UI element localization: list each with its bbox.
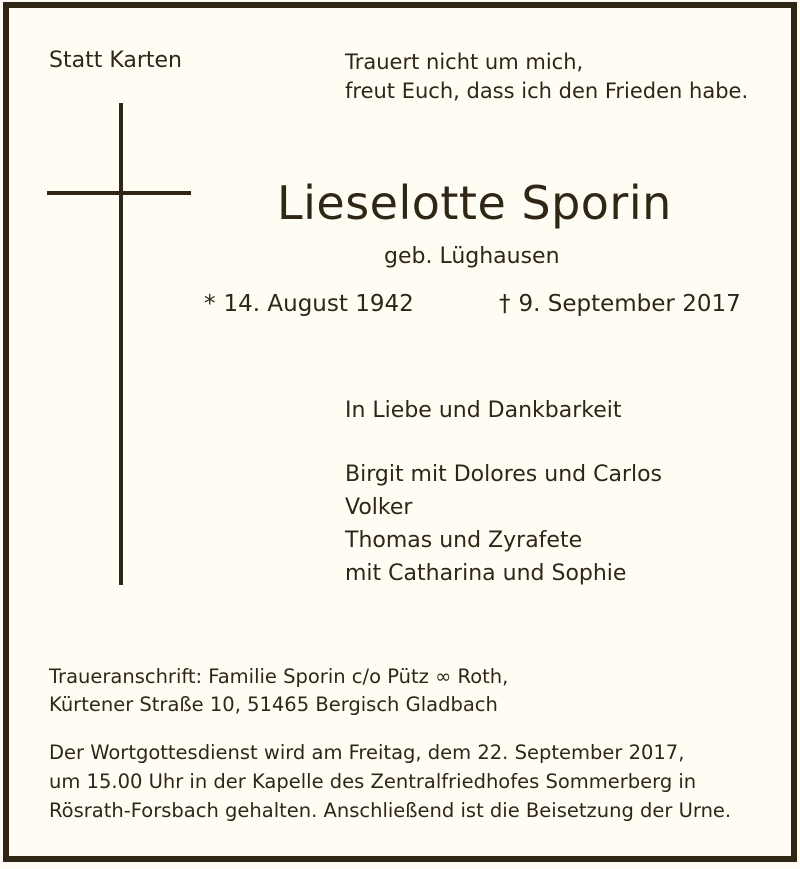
birth-star-icon: *: [204, 291, 216, 317]
address-line: Kürtener Straße 10, 51465 Bergisch Gladbach: [49, 693, 498, 716]
deceased-name: Lieselotte Sporin: [277, 176, 672, 230]
motto-line: Trauert nicht um mich,: [345, 50, 584, 74]
service-notice: [49, 738, 731, 825]
motto-line: freut Euch, dass ich den Frieden habe.: [345, 79, 749, 103]
birth-date-text: 14. August 1942: [223, 291, 414, 317]
mourner-line: Thomas und Zyrafete: [345, 528, 583, 553]
mourner-line: Volker: [345, 495, 413, 520]
service-line: Rösrath-Forsbach gehalten. Anschließend ist die Beisetzung der Urne.: [49, 799, 732, 822]
obituary-notice: [3, 2, 797, 862]
cross-vertical-bar: [119, 103, 123, 585]
birth-name: geb. Lüghausen: [384, 244, 560, 269]
birth-date: [204, 291, 414, 319]
mourner-line: mit Catharina und Sophie: [345, 561, 627, 586]
mourner-line: Birgit mit Dolores und Carlos: [345, 462, 663, 487]
death-dagger-icon: †: [499, 291, 511, 317]
service-line: um 15.00 Uhr in der Kapelle des Zentralfriedhofes Sommerberg in: [49, 770, 697, 793]
address-line: Traueranschrift: Familie Sporin c/o Pütz ∞ Roth,: [49, 665, 509, 688]
service-line: Der Wortgottesdienst wird am Freitag, dem 22. September 2017,: [49, 741, 685, 764]
dedication: In Liebe und Dankbarkeit: [345, 398, 622, 423]
death-date-text: 9. September 2017: [518, 291, 741, 317]
cross-horizontal-bar: [47, 191, 191, 195]
mourners-list: [345, 458, 662, 590]
mourning-address: [49, 663, 508, 719]
death-date: [499, 291, 741, 319]
motto-verse: [345, 48, 748, 106]
statt-karten: Statt Karten: [49, 48, 182, 73]
